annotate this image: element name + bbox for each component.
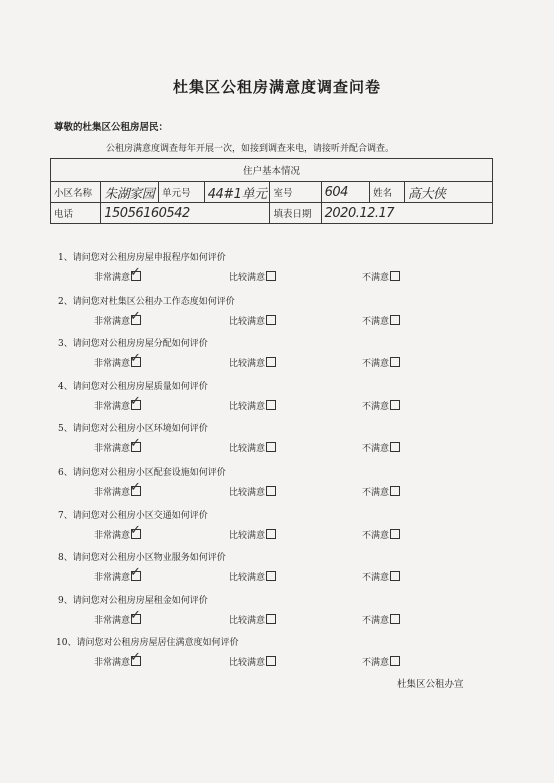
option-label: 比较满意 (229, 359, 266, 369)
checkbox[interactable] (390, 271, 400, 281)
check-mark-icon: ✓ (130, 309, 141, 324)
question-3: 3、请问您对公租房房屋分配如何评价 (58, 339, 208, 349)
q10-option-not-satisfied[interactable] (362, 655, 400, 668)
option-label: 比较满意 (229, 616, 266, 626)
checkbox[interactable] (390, 357, 400, 367)
phone-value[interactable]: 15056160542 (101, 203, 270, 224)
q3-option-not-satisfied[interactable] (362, 356, 400, 369)
q7-option-not-satisfied[interactable] (362, 528, 400, 541)
checkbox[interactable] (266, 571, 276, 581)
phone-label: 电话 (51, 203, 101, 224)
checkbox[interactable] (390, 442, 400, 452)
option-label: 非常满意 (94, 402, 131, 412)
q6-option-fairly-satisfied[interactable] (229, 485, 276, 498)
q5-option-not-satisfied[interactable] (362, 441, 400, 454)
checkbox[interactable] (390, 571, 400, 581)
option-label: 比较满意 (229, 402, 266, 412)
question-1: 1、请问您对公租房房屋申报程序如何评价 (58, 253, 226, 263)
option-label: 非常满意 (94, 359, 131, 369)
q4-option-very-satisfied[interactable] (94, 394, 141, 412)
q9-option-not-satisfied[interactable] (362, 613, 400, 626)
q10-option-very-satisfied[interactable] (94, 650, 141, 668)
checkbox[interactable] (130, 436, 141, 452)
q3-option-very-satisfied[interactable] (94, 351, 141, 369)
q7-option-fairly-satisfied[interactable] (229, 528, 276, 541)
q1-option-fairly-satisfied[interactable] (229, 270, 276, 283)
checkbox[interactable] (266, 271, 276, 281)
q5-option-very-satisfied[interactable] (94, 436, 141, 454)
greeting: 尊敬的杜集区公租房居民： (54, 122, 169, 133)
checkbox[interactable] (266, 614, 276, 624)
checkbox[interactable] (266, 400, 276, 410)
option-label: 非常满意 (94, 531, 131, 541)
q1-option-not-satisfied[interactable] (362, 270, 400, 283)
footer-issuer: 杜集区公租办宣 (397, 679, 464, 690)
date-label: 填表日期 (270, 203, 321, 224)
checkbox[interactable] (390, 614, 400, 624)
check-mark-icon: ✓ (130, 480, 141, 495)
checkbox[interactable] (390, 486, 400, 496)
checkbox[interactable] (390, 315, 400, 325)
checkbox[interactable] (266, 442, 276, 452)
option-label: 比较满意 (229, 317, 266, 327)
check-mark-icon: ✓ (130, 650, 141, 665)
option-label: 非常满意 (94, 488, 131, 498)
checkbox[interactable] (390, 529, 400, 539)
checkbox[interactable] (266, 486, 276, 496)
checkbox[interactable] (390, 656, 400, 666)
option-label: 不满意 (362, 273, 390, 283)
checkbox[interactable] (130, 523, 141, 539)
check-mark-icon: ✓ (130, 436, 141, 451)
resident-info-table (50, 158, 493, 224)
checkbox[interactable] (130, 565, 141, 581)
option-label: 非常满意 (94, 658, 131, 668)
option-label: 不满意 (362, 488, 390, 498)
option-label: 非常满意 (94, 616, 131, 626)
checkbox[interactable] (130, 309, 141, 325)
intro-text: 公租房满意度调查每年开展一次，如接到调查来电，请接听并配合调查。 (106, 144, 395, 154)
q2-option-very-satisfied[interactable] (94, 309, 141, 327)
info-table-header: 住户基本情况 (51, 159, 493, 182)
room-label: 室号 (270, 182, 321, 203)
checkbox[interactable] (266, 357, 276, 367)
unit-label: 单元号 (159, 182, 205, 203)
name-value[interactable]: 高大侠 (404, 182, 492, 203)
room-value[interactable]: 604 (321, 182, 370, 203)
option-label: 非常满意 (94, 317, 131, 327)
checkbox[interactable] (130, 608, 141, 624)
q6-option-very-satisfied[interactable] (94, 480, 141, 498)
q10-option-fairly-satisfied[interactable] (229, 655, 276, 668)
community-value[interactable]: 朱湖家园 (101, 182, 159, 203)
checkbox[interactable] (130, 351, 141, 367)
checkbox[interactable] (130, 394, 141, 410)
question-2: 2、请问您对杜集区公租办工作态度如何评价 (58, 297, 235, 307)
option-label: 比较满意 (229, 573, 266, 583)
check-mark-icon: ✓ (130, 565, 141, 580)
name-label: 姓名 (370, 182, 405, 203)
q8-option-very-satisfied[interactable] (94, 565, 141, 583)
option-label: 比较满意 (229, 658, 266, 668)
question-9: 9、请问您对公租房房屋租金如何评价 (58, 596, 208, 606)
page-title: 杜集区公租房满意度调查问卷 (172, 78, 381, 96)
option-label: 非常满意 (94, 273, 131, 283)
q3-option-fairly-satisfied[interactable] (229, 356, 276, 369)
option-label: 比较满意 (229, 531, 266, 541)
checkbox[interactable] (130, 265, 141, 281)
checkbox[interactable] (266, 315, 276, 325)
option-label: 比较满意 (229, 488, 266, 498)
option-label: 不满意 (362, 531, 390, 541)
q9-option-very-satisfied[interactable] (94, 608, 141, 626)
question-10: 10、请问您对公租房房屋居住满意度如何评价 (56, 638, 239, 648)
option-label: 不满意 (362, 573, 390, 583)
question-6: 6、请问您对公租房小区配套设施如何评价 (58, 468, 226, 478)
date-value[interactable]: 2020.12.17 (321, 203, 492, 224)
q7-option-very-satisfied[interactable] (94, 523, 141, 541)
question-5: 5、请问您对公租房小区环境如何评价 (58, 424, 208, 434)
check-mark-icon: ✓ (130, 351, 141, 366)
question-4: 4、请问您对公租房房屋质量如何评价 (58, 382, 208, 392)
check-mark-icon: ✓ (130, 523, 141, 538)
check-mark-icon: ✓ (130, 394, 141, 409)
option-label: 不满意 (362, 317, 390, 327)
q1-option-very-satisfied[interactable] (94, 265, 141, 283)
option-label: 非常满意 (94, 573, 131, 583)
question-8: 8、请问您对公租房小区物业服务如何评价 (58, 553, 226, 563)
option-label: 不满意 (362, 359, 390, 369)
check-mark-icon: ✓ (130, 265, 141, 280)
q5-option-fairly-satisfied[interactable] (229, 441, 276, 454)
checkbox[interactable] (266, 529, 276, 539)
checkbox[interactable] (130, 650, 141, 666)
q2-option-fairly-satisfied[interactable] (229, 314, 276, 327)
option-label: 不满意 (362, 658, 390, 668)
option-label: 非常满意 (94, 444, 131, 454)
q4-option-fairly-satisfied[interactable] (229, 399, 276, 412)
unit-value[interactable]: 44#1单元 (204, 182, 270, 203)
q8-option-fairly-satisfied[interactable] (229, 570, 276, 583)
question-7: 7、请问您对公租房小区交通如何评价 (58, 511, 208, 521)
option-label: 不满意 (362, 616, 390, 626)
option-label: 不满意 (362, 444, 390, 454)
q4-option-not-satisfied[interactable] (362, 399, 400, 412)
q6-option-not-satisfied[interactable] (362, 485, 400, 498)
community-label: 小区名称 (51, 182, 101, 203)
checkbox[interactable] (130, 480, 141, 496)
checkbox[interactable] (390, 400, 400, 410)
option-label: 比较满意 (229, 444, 266, 454)
option-label: 比较满意 (229, 273, 266, 283)
check-mark-icon: ✓ (130, 608, 141, 623)
checkbox[interactable] (266, 656, 276, 666)
option-label: 不满意 (362, 402, 390, 412)
q2-option-not-satisfied[interactable] (362, 314, 400, 327)
q9-option-fairly-satisfied[interactable] (229, 613, 276, 626)
q8-option-not-satisfied[interactable] (362, 570, 400, 583)
